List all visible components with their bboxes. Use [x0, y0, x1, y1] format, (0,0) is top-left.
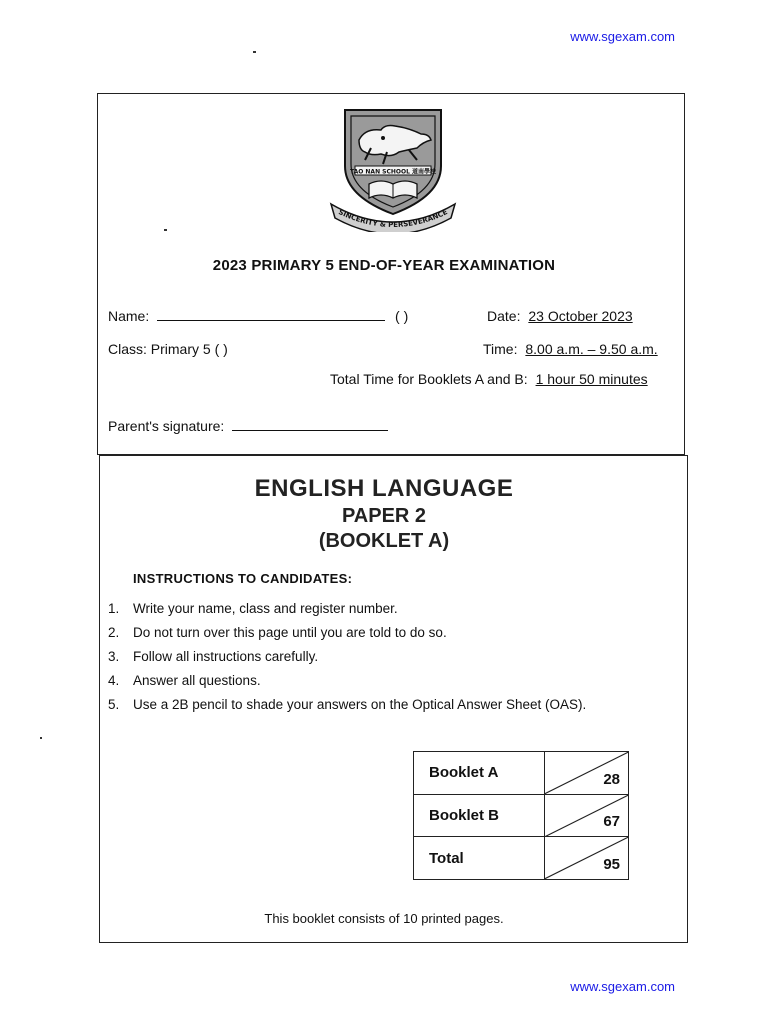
table-row	[414, 752, 629, 795]
exam-title: 2023 PRIMARY 5 END-OF-YEAR EXAMINATION	[212, 257, 556, 274]
instruction-number: 2.	[108, 625, 120, 640]
table-row	[414, 837, 629, 880]
instruction-item	[108, 648, 586, 672]
total-time-value: 1 hour 50 minutes	[535, 371, 648, 387]
instructions-list	[108, 600, 586, 720]
instruction-item	[108, 672, 586, 696]
instruction-number: 4.	[108, 673, 120, 688]
instruction-item	[108, 624, 586, 648]
class-label: Class: Primary 5 ( )	[108, 341, 228, 357]
score-table	[413, 751, 629, 880]
instruction-number: 3.	[108, 649, 120, 664]
instruction-item	[108, 696, 586, 720]
table-row	[414, 794, 629, 837]
score-max-marks: 28	[603, 770, 620, 788]
parent-signature-label: Parent's signature:	[108, 418, 225, 434]
instruction-text: Follow all instructions carefully.	[133, 649, 319, 664]
score-max-marks: 67	[603, 813, 620, 831]
date-value: 23 October 2023	[528, 308, 633, 324]
scan-speck	[253, 51, 256, 53]
parent-signature-blank[interactable]	[232, 418, 388, 431]
instruction-text: Answer all questions.	[133, 673, 261, 688]
watermark-link-top[interactable]: www.sgexam.com	[570, 29, 675, 44]
name-label: Name:	[108, 308, 150, 324]
instruction-text: Do not turn over this page until you are told to do so.	[133, 625, 447, 640]
instruction-number: 5.	[108, 697, 120, 712]
time-field	[483, 341, 658, 357]
crest-school-text: TAO NAN SCHOOL 道南學校	[349, 168, 437, 176]
school-crest-icon	[325, 104, 461, 232]
total-time-field	[330, 371, 648, 387]
register-number-bracket: ( )	[395, 308, 409, 324]
score-max-marks: 95	[603, 856, 620, 873]
class-field	[108, 341, 228, 357]
page-count-note: This booklet consists of 10 printed pages.	[264, 911, 504, 926]
score-row-label: Total	[414, 837, 545, 880]
instruction-number: 1.	[108, 601, 120, 616]
booklet-label: (BOOKLET A)	[318, 530, 450, 552]
total-time-label: Total Time for Booklets A and B:	[330, 371, 528, 387]
name-blank[interactable]	[157, 308, 385, 321]
parent-signature-field	[108, 418, 388, 434]
score-cell[interactable]	[544, 794, 629, 837]
time-value: 8.00 a.m. – 9.50 a.m.	[525, 341, 658, 357]
instruction-text: Write your name, class and register number.	[133, 601, 398, 616]
instructions-title: INSTRUCTIONS TO CANDIDATES:	[133, 571, 353, 586]
instruction-item	[108, 600, 586, 624]
paper-number: PAPER 2	[341, 505, 427, 527]
name-field	[108, 308, 408, 324]
score-row-label: Booklet A	[414, 752, 545, 795]
scan-speck	[40, 737, 42, 739]
subject-title: ENGLISH LANGUAGE	[254, 475, 514, 502]
instruction-text: Use a 2B pencil to shade your answers on the Optical Answer Sheet (OAS).	[133, 697, 587, 712]
crest-motto: SINCERITY & PERSEVERANCE	[337, 208, 449, 230]
watermark-link-bottom[interactable]: www.sgexam.com	[570, 979, 675, 994]
score-cell[interactable]	[544, 752, 629, 795]
time-label: Time:	[483, 341, 518, 357]
date-label: Date:	[487, 308, 521, 324]
date-field	[487, 308, 633, 324]
score-cell[interactable]	[544, 837, 629, 880]
score-row-label: Booklet B	[414, 794, 545, 837]
